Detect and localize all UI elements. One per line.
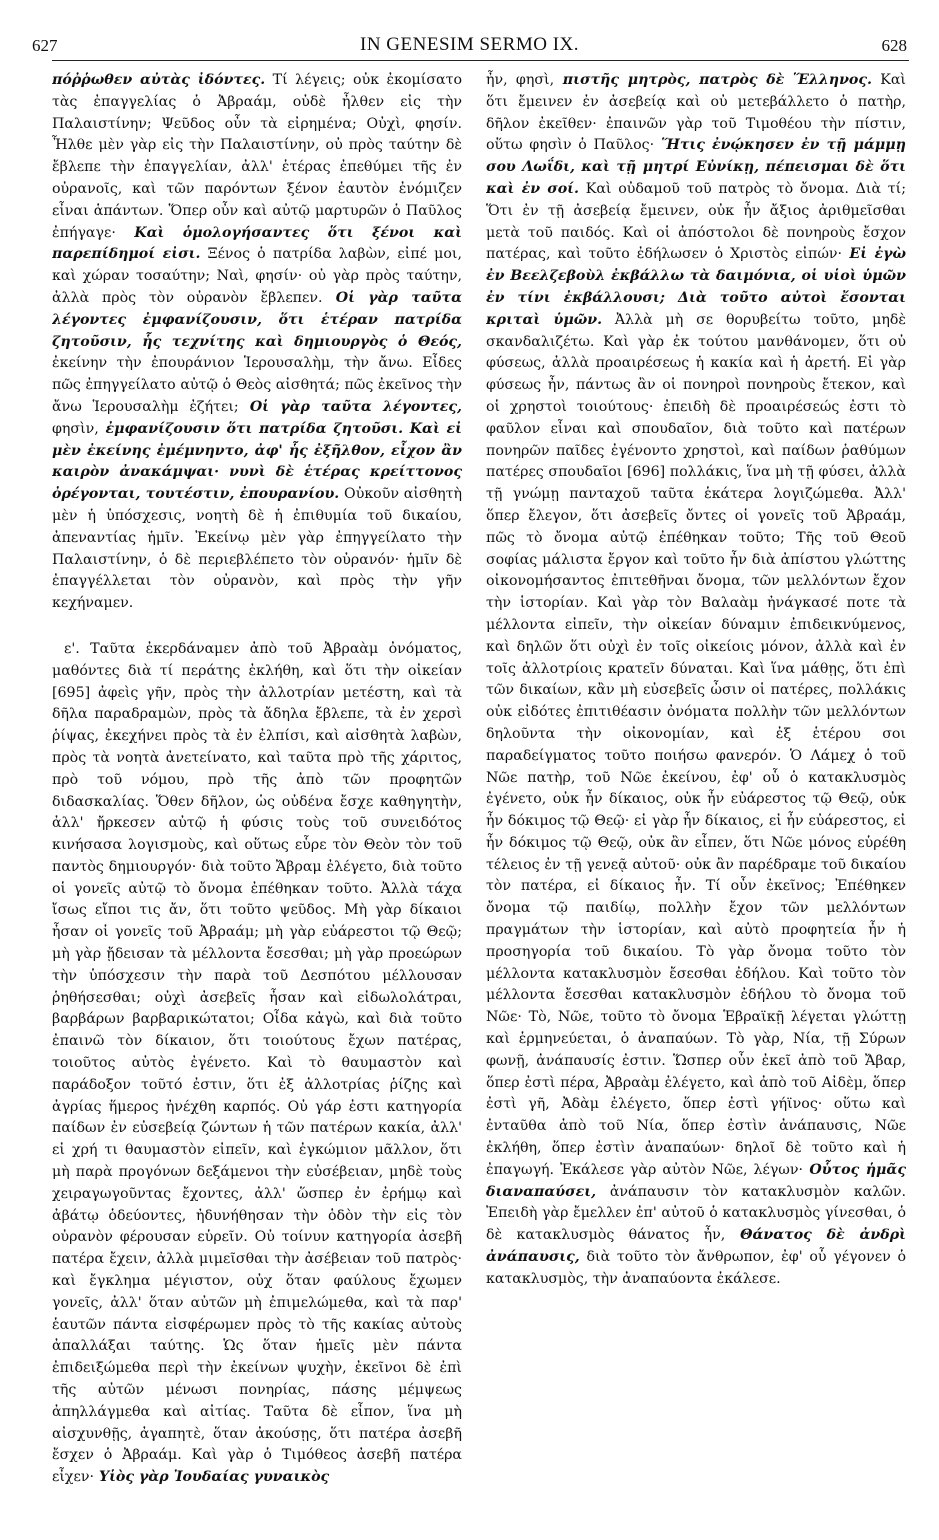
left-p1-segment-7: Οἱ γὰρ ταῦτα λέγοντες, (238, 398, 462, 415)
left-p1-segment-10: Οὐκοῦν αἰσθητὴ μὲν ἡ ὑπόσχεσις, νοητὴ δὲ ἡ ἐπιθυμία τοῦ δικαίου, ἀπεναντίας ἡμῖν. Ἐκείνῳ μὲν γὰρ ἐπηγγείλατο τὴν Παλαιστίνην, ὁ δὲ περιεβλέπετο τὸν οὐρανόν· ἡμῖν δὲ ἐπαγγέλλεται τὸν οὐρανὸν, καὶ πρὸς τὴν γῆν κεχήναμεν. (52, 486, 462, 612)
right-p1-segment-4: Ἥτις ἐνῴκησεν ἐν τῇ μάμμῃ σου Λωΐδι, καὶ τῇ μητρί Εὐνίκῃ, πέπεισμαι δὲ ὅτι καὶ ἐν σοί. (486, 137, 906, 197)
left-p1-segment-8: φησὶν, (52, 420, 99, 437)
right-p1-segment-1: ἦν, φησὶ, (486, 72, 555, 88)
right-p1-segment-7: Ἀλλὰ μὴ σε θορυβείτω τοῦτο, μηδὲ σκανδαλιζέτω. Καὶ γὰρ ἐκ τούτου μανθάνομεν, ὅτι οὐ φύσεως, ἀλλὰ προαιρέσεως ἡ κακία καὶ ἡ ἀρετή. Εἰ γὰρ φύσεως ἦν, πάντως ἂν οἱ πονηροὶ πονηροὺς ἔτεκον, καὶ οἱ χρηστοὶ τοιούτους· ἐπειδὴ δὲ προαιρέσεώς ἐστι τὸ φαῦλον εἶναι καὶ σπουδαῖον, διὰ τοῦτο καὶ πατέρων πονηρῶν παῖδες ἐγένοντο χρηστοὶ, καὶ παίδων ῥαθύμων πατέρες σπουδαῖοι [696] πολλάκις, ἵνα μὴ τῇ φύσει, ἀλλὰ τῇ γνώμῃ πανταχοῦ ταῦτα ἑκάτερα λογιζώμεθα. Ἀλλ' ὅπερ ἔλεγον, ὅτι ἀσεβεῖς ὄντες οἱ γονεῖς τοῦ Ἀβραάμ, πῶς τὸ ὄνομα αὐτῷ ἐπέθηκαν τοῦτο; Τῆς τοῦ Θεοῦ σοφίας μάλιστα ἔργον καὶ τοῦτο ἦν διὰ ἀπίστου γλώττης οἰκονομήσαντος ἐπιτεθῆναι ὄνομα, τῶν μελλόντων ἔχον τὴν ἱστορίαν. Καὶ γὰρ τὸν Βαλαὰμ ἠνάγκασέ ποτε τὰ μέλλοντα εἰπεῖν, τὴν οἰκείαν δύναμιν ἐπιδεικνύμενος, καὶ δηλῶν ὅτι οὐχὶ ἐν τοῖς οἰκείοις μόνον, ἀλλὰ καὶ ἐν τοῖς ἀλλοτρίοις κρατεῖν δύναται. Καὶ ἵνα μάθῃς, ὅτι ἐπὶ τῶν δικαίων, κἂν μὴ εὐσεβεῖς ὦσιν οἱ πατέρες, πολλάκις οὐκ εἰδότες ἐπιτιθέασιν ὀνόματα πολλὴν τῶν μελλόντων δηλοῦντα τὴν οἰκονομίαν, καὶ ἐξ ἑτέρου σοι παραδείγματος τοῦτο ποιήσω φανερόν. Ὁ Λάμεχ ὁ τοῦ Νῶε πατὴρ, τοῦ Νῶε ἐκείνου, ἐφ' οὗ ὁ κατακλυσμὸς ἐγένετο, οὐκ ἦν δίκαιος, οὐκ ἦν εὐάρεστος τῷ Θεῷ, οὐκ ἦν δόκιμος τῷ Θεῷ· εἰ γὰρ ἦν δίκαιος, εἰ ἦν εὐάρεστος, εἰ ἦν δόκιμος τῷ Θεῷ, οὐκ ἂν εἶπεν, ὅτι Νῶε μόνος εὑρέθη τέλειος ἐν τῇ γενεᾷ αὐτοῦ· οὐκ ἂν παρέδραμε τοῦ δικαίου τὸν πατέρα, εἰ δίκαιος ἦν. Τί οὖν ἐκεῖνος; Ἐπέθηκεν ὄνομα τῷ παιδίῳ, πολλὴν ἔχον τῶν μελλόντων πραγμάτων τὴν ἱστορίαν, καὶ αὐτὸ προφητεία ἦν ἡ προσηγορία τοῦ δικαίου. Τὸ γὰρ ὄνομα τοῦτο τὸν μέλλοντα κατακλυσμὸν ἔσεσθαι ἐδήλου. Καὶ τοῦτο τὸν μέλλοντα ἔσεσθαι κατακλυσμὸν ἐδήλου τὸ ὄνομα τοῦ Νῶε· Τὸ, Νῶε, τοῦτο τὸ ὄνομα Ἑβραϊκῇ λέγεται γλώττῃ καὶ ἑρμηνεύεται, ὁ ἀναπαύων. Τὸ γὰρ, Νία, τῇ Σύρων φωνῇ, ἀνάπαυσίς ἐστιν. Ὥσπερ οὖν ἐκεῖ ἀπὸ τοῦ Ἄβαρ, ὅπερ ἐστὶ πέρα, Ἀβραὰμ ἐλέγετο, καὶ ἀπὸ τοῦ Αἰδὲμ, ὅπερ ἐστὶ γῆ, Ἀδὰμ ἐλέγετο, ὅπερ ἐστὶ γήϊνος· οὕτω καὶ ἐνταῦθα ἀπὸ τοῦ Νία, ὅπερ ἐστὶν ἀνάπαυσις, Νῶε ἐκλήθη, ὅπερ ἐστὶν ἀναπαύων· δηλοῖ δὲ τοῦτο καὶ ἡ ἐπαγωγή. Ἐκάλεσε γὰρ αὐτὸν Νῶε, λέγων· (486, 311, 906, 1178)
page-header (30, 30, 909, 60)
right-p1-segment-8: Οὗτος ἡμᾶς διαναπαύσει, (486, 1161, 906, 1200)
left-paragraph-2-quote: Υἱὸς γὰρ Ἰουδαίας γυναικὸς (94, 1469, 330, 1486)
left-p1-segment-5: Οἱ γὰρ ταῦτα λέγοντες ἐμφανίζουσιν, ὅτι ἑτέραν πατρίδα ζητοῦσιν, ἧς τεχνίτης καὶ δημιουργὸς ὁ Θεός, (52, 289, 462, 350)
right-p1-segment-11: διὰ τοῦτο τὸν ἄνθρωπον, ἐφ' οὗ γέγονεν ὁ κατακλυσμὸς, τὴν ἀναπαύοντα ἐκάλεσε. (486, 1249, 906, 1287)
right-p1-segment-6: Εἰ ἐγὼ ἐν Βεελζεβοὺλ ἐκβάλλω τὰ δαιμόνια, οἱ υἱοὶ ὑμῶν ἐν τίνι ἐκβάλλουσι; Διὰ τοῦτο αὐτοὶ ἔσονται κριταὶ ὑμῶν. (486, 246, 906, 328)
page-number-left: 627 (32, 36, 58, 55)
left-paragraph-2-text: ε'. Ταῦτα ἐκερδάναμεν ἀπὸ τοῦ Ἀβραὰμ ὀνόματος, μαθόντες διὰ τί περάτης ἐκλήθη, καὶ ὅτι τὴν οἰκείαν [695] ἀφεὶς γῆν, πρὸς τὴν ἀλλοτρίαν μετέστη, καὶ τὰ δῆλα παραδραμὼν, πρὸς τὰ ἄδηλα ἔβλεπε, τὰ ἐν χερσὶ ῥίψας, ἐκεχήνει πρὸς τὰ ἐν ἐλπίσι, καὶ αἰσθητὰ λαβὼν, πρὸς τὰ νοητὰ ἀνετείνατο, καὶ ταῦτα πρὸ τῆς χάριτος, πρὸ τοῦ νόμου, πρὸ τῆς ἀπὸ τῶν προφητῶν διδασκαλίας. Ὅθεν δῆλον, ὡς οὐδένα ἔσχε καθηγητὴν, ἀλλ' ἤρκεσεν αὐτῷ ἡ φύσις τοὺς τοῦ συνειδότος κινήσασα λογισμοὺς, καὶ οὕτως εὗρε τὸν Θεὸν τὸν τοῦ παντὸς δημιουργόν· διὰ τοῦτο Ἄβραμ ἐλέγετο, διὰ τοῦτο οἱ γονεῖς αὐτῷ τὸ ὄνομα ἐπέθηκαν τοῦτο. Ἀλλὰ τάχα ἴσως εἴποι τις ἄν, ὅτι τοῦτο ψεῦδος. Μὴ γὰρ δίκαιοι ἦσαν οἱ γονεῖς τοῦ Ἀβραάμ; μὴ γὰρ εὐάρεστοι τῷ Θεῷ; μὴ γὰρ ᾔδεισαν τὰ μέλλοντα ἔσεσθαι; μὴ γὰρ προεώρων τὴν ὑπόσχεσιν τὴν παρὰ τοῦ Δεσπότου μέλλουσαν ῥηθήσεσθαι; οὐχὶ ἀσεβεῖς ἦσαν καὶ εἰδωλολάτραι, βαρβάρων βαρβαρικώτατοι; Οἶδα κἀγὼ, καὶ διὰ τοῦτο ἐπαινῶ τὸν δίκαιον, ὅτι τοιούτους ἔχων πατέρας, τοιοῦτος αὐτὸς ἐγένετο. Καὶ τὸ θαυμαστὸν καὶ παράδοξον τοῦτό ἐστιν, ὅτι ἐξ ἀλλοτρίας ῥίζης καὶ ἀγρίας ἥμερος ἠνέχθη καρπός. Οὐ γάρ ἐστι κατηγορία παίδων ἐν εὐσεβείᾳ ζώντων ἡ τῶν πατέρων κακία, ἀλλ' εἰ χρή τι θαυμαστὸν εἰπεῖν, καὶ ἐγκώμιον μᾶλλον, ὅτι μὴ παρὰ προγόνων δεξάμενοι τὴν εὐσέβειαν, μηδὲ τοὺς χειραγωγοῦντας ἔχοντες, ἀλλ' ὥσπερ ἐν ἐρήμῳ καὶ ἀβάτῳ ὁδεύοντες, ἠδυνήθησαν τὴν ὁδὸν τὴν εἰς τὸν οὐρανὸν φέρουσαν εὑρεῖν. Οὐ τοίνυν κατηγορία ἀσεβῆ πατέρα ἔχειν, ἀλλὰ μιμεῖσθαι τὴν ἀσέβειαν τοῦ πατρὸς· καὶ ἔγκλημα μέγιστον, οὐχ ὅταν φαύλους ἔχωμεν γονεῖς, ἀλλ' ὅταν αὐτῶν μὴ ἐπιμελώμεθα, καὶ τὰ παρ' ἑαυτῶν πάντα εἰσφέρωμεν πρὸς τὸ τῆς κακίας αὐτοὺς ἀπαλλάξαι ταύτης. Ὡς ὅταν ἡμεῖς μὲν πάντα ἐπιδειξώμεθα περὶ τὴν ἐκείνων ψυχὴν, ἐκεῖνοι δὲ ἐπὶ τῆς αὐτῶν μένωσι πονηρίας, πάσης μέμψεως ἀπηλλάγμεθα καὶ αἰτίας. Ταῦτα δὲ εἶπον, ἵνα μὴ αἰσχυνθῇς, ἀγαπητὲ, ὅταν ἀκούσῃς, ὅτι πατέρα ἀσεβῆ ἔσχεν ὁ Ἀβραάμ. Καὶ γὰρ ὁ Τιμόθεος ἀσεβῆ πατέρα εἶχεν· (52, 640, 462, 1486)
right-p1-segment-3: Καὶ ὅτι ἔμεινεν ἐν ἀσεβείᾳ καὶ οὐ μετεβάλλετο ὁ πατὴρ, δῆλον ἐκεῖθεν· ἐπαινῶν γὰρ τοῦ Τιμοθέου τὴν πίστιν, οὕτω φησὶν ὁ Παῦλος· (486, 72, 906, 154)
running-title: IN GENESIM SERMO IX. (360, 34, 579, 55)
right-p1-segment-10: Θάνατος δὲ ἀνδρὶ ἀνάπαυσις, (486, 1227, 906, 1266)
left-p1-segment-3: Καὶ ὁμολογήσαντες ὅτι ξένοι καὶ παρεπίδημοί εἰσι. (52, 224, 462, 263)
right-paragraph-1 (486, 70, 906, 1291)
left-p1-segment-1: πόῤῥωθεν αὐτὰς ἰδόντες. (52, 72, 266, 88)
right-p1-segment-5: Καὶ οὐδαμοῦ τοῦ πατρὸς τὸ ὄνομα. Διὰ τί; Ὅτι ἐν τῇ ἀσεβείᾳ ἔμεινεν, οὐκ ἦν ἄξιος ἀριθμεῖσθαι μετὰ τοῦ παιδός. Καὶ οἱ ἀπόστολοι δὲ πονηροὺς ἔσχον πατέρας, καὶ τοῦτο ἐδήλωσεν ὁ Χριστὸς εἰπών· (486, 180, 906, 263)
right-p1-segment-9: ἀνάπαυσιν τὸν κατακλυσμὸν καλῶν. Ἐπειδὴ γὰρ ἔμελλεν ἐπ' αὐτοῦ ὁ κατακλυσμὸς γίνεσθαι, ὁ δὲ κατακλυσμὸς θάνατος ἦν, (486, 1183, 906, 1244)
left-p1-segment-2: Τί λέγεις; οὐκ ἐκομίσατο τὰς ἐπαγγελίας ὁ Ἀβραάμ, οὐδὲ ἦλθεν εἰς τὴν Παλαιστίνην; Ψεῦδος οὖν τὰ εἰρημένα; Οὐχὶ, φησίν. Ἦλθε μὲν γὰρ εἰς τὴν Παλαιστίνην, οὐ πρὸς ταύτην δὲ ἔβλεπε τὴν ἐπαγγελίαν, ἀλλ' ἑτέρας ἐπεθύμει τῆς ἐν οὐρανοῖς, καὶ τῶν παρόντων ξένον ἑαυτὸν ἐνόμιζεν εἶναι ἁπάντων. Ὅπερ οὖν καὶ αὐτῷ μαρτυρῶν ὁ Παῦλος ἐπήγαγε· (52, 72, 462, 241)
page-number-right: 628 (881, 36, 907, 55)
left-p1-segment-9: ἐμφανίζουσιν ὅτι πατρίδα ζητοῦσι. Καὶ εἰ μὲν ἐκείνης ἐμέμνηντο, ἀφ' ἧς ἐξῆλθον, εἶχον ἂν καιρὸν ἀνακάμψαι· νυνὶ δὲ ἑτέρας κρείττονος ὀρέγονται, τουτέστιν, ἐπουρανίου. (52, 420, 462, 503)
left-paragraph-2 (52, 639, 462, 1489)
left-p1-segment-4: Ξένος ὁ πατρίδα λαβὼν, εἰπέ μοι, καὶ χώραν τοσαύτην; Ναὶ, φησίν· οὐ γὰρ πρὸς ταύτην, ἀλλὰ πρὸς τὸν οὐρανὸν ἔβλεπεν. (52, 246, 462, 306)
left-paragraph-1 (52, 70, 462, 615)
right-column (486, 70, 906, 1530)
right-p1-segment-2: πιστῆς μητρὸς, πατρὸς δὲ Ἕλληνος. (554, 72, 872, 88)
left-column (52, 70, 462, 1530)
header-rule (52, 60, 909, 61)
left-p1-segment-6: ἐκείνην τὴν ἐπουράνιον Ἱερουσαλὴμ, τὴν ἄνω. Εἶδες πῶς ἐπηγγείλατο αὐτῷ ὁ Θεὸς αἰσθητά; πῶς ἐκεῖνος τὴν ἄνω Ἱερουσαλὴμ ἐζήτει; (52, 355, 462, 415)
